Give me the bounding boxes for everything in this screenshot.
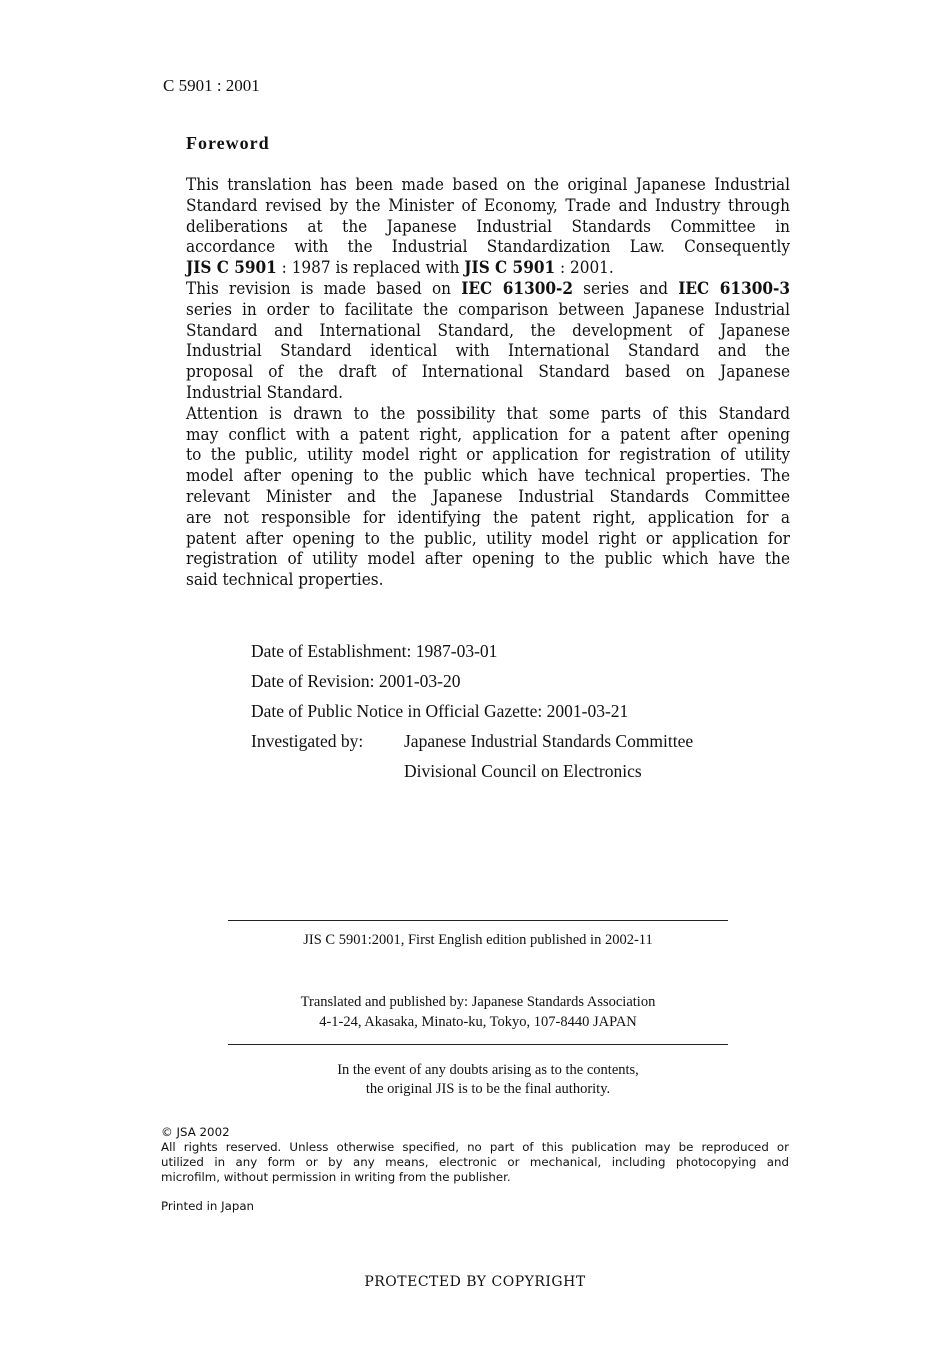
edition-note: JIS C 5901:2001, First English edition published in 2002-11 <box>303 932 653 948</box>
investigated-council: Divisional Council on Electronics <box>404 761 642 781</box>
publisher-block <box>228 992 728 1032</box>
standard-ref: JIS C 5901 <box>464 258 556 279</box>
document-number: C 5901 : 2001 <box>163 76 260 95</box>
investigated-by <box>251 726 693 756</box>
body-line: proposal of the draft of International Standard based on Japanese <box>186 362 790 383</box>
body-line: Industrial Standard. <box>186 382 344 403</box>
text-span: This revision is made based on <box>186 278 462 299</box>
date-revision: Date of Revision: 2001-03-20 <box>251 671 461 691</box>
body-line: are not responsible for identifying the patent right, application for a <box>186 507 790 528</box>
body-line: Attention is drawn to the possibility that some parts of this Standard <box>186 403 790 424</box>
body-line: model after opening to the public which have technical properties. The <box>186 466 790 487</box>
printed-in: Printed in Japan <box>161 1199 255 1213</box>
copyright-notice-last: microfilm, without permission in writing from the publisher. <box>161 1170 511 1184</box>
publisher-line: Translated and published by: Japanese Standards Association <box>300 994 656 1010</box>
body-line: series in order to facilitate the comparison between Japanese Industrial <box>186 299 790 320</box>
body-line: registration of utility model after opening to the public which have the <box>186 549 790 570</box>
foreword-title: Foreword <box>186 133 270 153</box>
foreword-body <box>186 175 790 591</box>
top-divider <box>228 920 728 921</box>
copyright-notice <box>161 1140 789 1170</box>
body-line: deliberations at the Japanese Industrial Standards Committee in <box>186 216 790 237</box>
date-public-notice: Date of Public Notice in Official Gazette: 2001-03-21 <box>251 701 629 721</box>
copyright-line: utilized in any form or by any means, electronic or mechanical, including photocopying and <box>161 1155 789 1169</box>
body-line: Standard revised by the Minister of Economy, Trade and Industry through <box>186 195 790 216</box>
bottom-divider <box>228 1044 728 1045</box>
body-line: Standard and International Standard, the development of Japanese <box>186 320 790 341</box>
body-line: relevant Minister and the Japanese Industrial Standards Committee <box>186 486 790 507</box>
text-span: : 2001. <box>555 258 614 279</box>
body-line: patent after opening to the public, utility model right or application for <box>186 528 790 549</box>
investigated-council-row <box>251 756 693 786</box>
publisher-address: 4-1-24, Akasaka, Minato-ku, Tokyo, 107-8440 JAPAN <box>319 1014 637 1030</box>
copyright-holder: © JSA 2002 <box>161 1125 230 1139</box>
standard-ref: JIS C 5901 <box>186 258 277 279</box>
dates-block <box>251 636 693 786</box>
foreword-paragraph-1 <box>186 175 790 258</box>
body-line: may conflict with a patent right, application for a patent after opening <box>186 424 790 445</box>
copyright-line: All rights reserved. Unless otherwise specified, no part of this publication may be reproduced or <box>161 1140 789 1154</box>
body-line: accordance with the Industrial Standardization Law. Consequently <box>186 237 790 258</box>
investigated-label: Investigated by: <box>251 731 364 751</box>
foreword-paragraph-2 <box>186 300 790 404</box>
authority-line: In the event of any doubts arising as to the contents, <box>337 1062 639 1078</box>
authority-note <box>228 1061 748 1099</box>
body-line: said technical properties. <box>186 570 384 591</box>
foreword-paragraph-2-first-line <box>186 279 790 300</box>
body-line: This translation has been made based on the original Japanese Industrial <box>186 175 790 195</box>
foreword-paragraph-1-last-line <box>186 258 790 279</box>
authority-line: the original JIS is to be the final authority. <box>365 1081 611 1097</box>
standard-ref: IEC 61300-2 <box>461 278 573 299</box>
text-span: series and <box>573 278 679 299</box>
copyright-block <box>161 1125 789 1185</box>
standard-ref: IEC 61300-3 <box>678 278 790 299</box>
date-establishment: Date of Establishment: 1987-03-01 <box>251 641 498 661</box>
body-line: to the public, utility model right or application for registration of utility <box>186 445 790 466</box>
protected-footer: PROTECTED BY COPYRIGHT <box>364 1274 586 1290</box>
text-span: : 1987 is replaced with <box>276 258 465 279</box>
foreword-paragraph-3 <box>186 404 790 591</box>
body-line: Industrial Standard identical with International Standard and the <box>186 341 790 362</box>
investigated-committee: Japanese Industrial Standards Committee <box>404 731 694 751</box>
